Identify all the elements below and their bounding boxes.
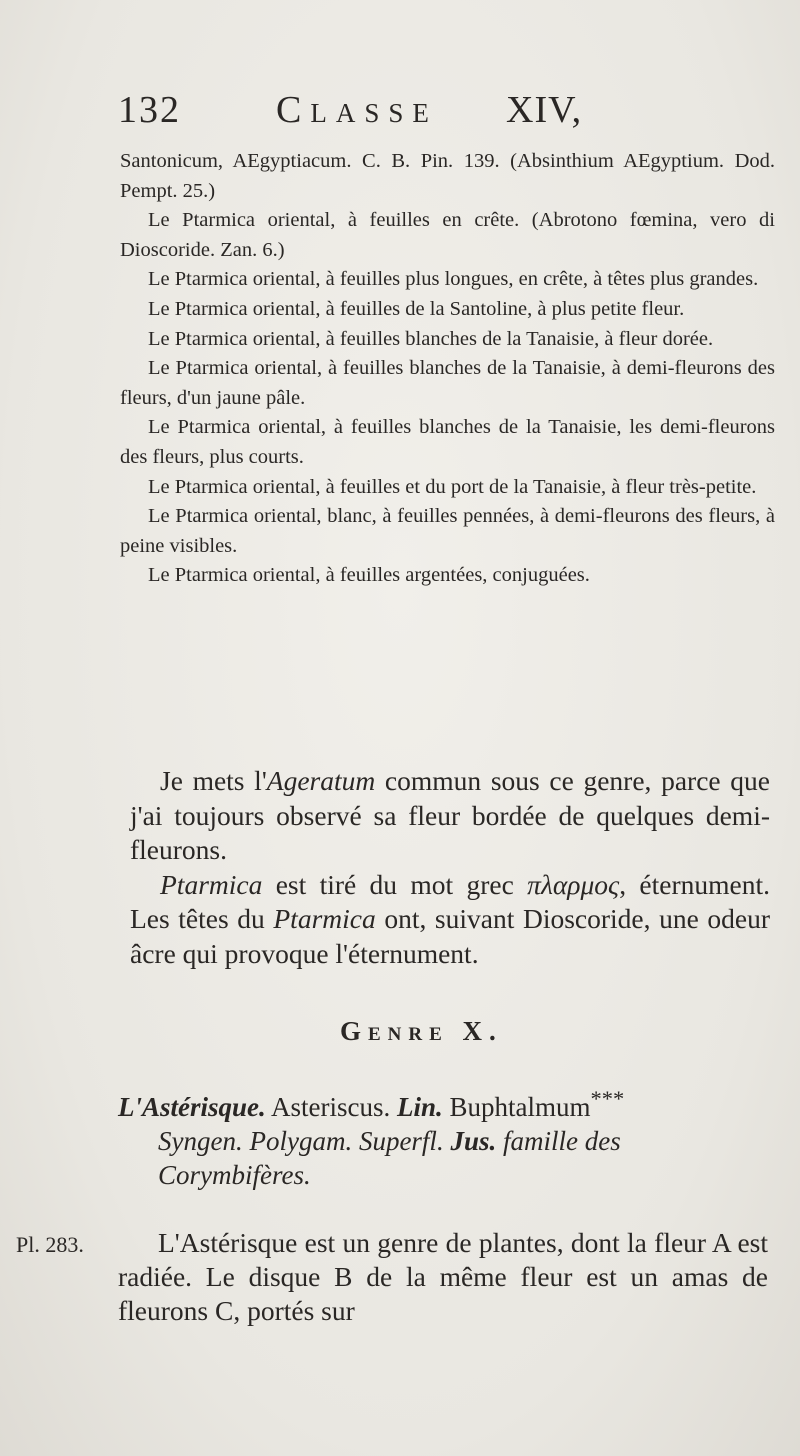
etymology-text: ont, suivant Dioscoride, une odeur âcre qui provoque l'éternument. <box>130 903 770 969</box>
page-number: 132 <box>118 89 181 131</box>
species-line: Le Ptarmica oriental, à feuilles plus longues, en crête, à têtes plus grandes. <box>148 268 759 291</box>
remark-text: Je mets l' <box>160 765 267 796</box>
description-paragraph: L'Astérisque est un genre de plantes, dont la fleur A est radiée. Le disque B de la même fleur est un amas de fleurons C, portés sur <box>118 1227 768 1326</box>
species-list <box>120 147 775 591</box>
linnaeus-ref: Lin. <box>397 1092 443 1122</box>
etymology-text: , éternument. Les têtes du <box>130 868 770 934</box>
species-line: Le Ptarmica oriental, blanc, à feuilles pennées, à demi-fleurons des fleurs, à peine visibles. <box>120 505 775 557</box>
genus-description <box>118 1226 768 1328</box>
etymology-text: est tiré du mot grec <box>262 868 528 900</box>
classification: Syngen. Polygam. Superfl. <box>158 1126 444 1156</box>
stars-mark: *** <box>590 1086 625 1111</box>
species-line: Santonicum, AEgyptiacum. C. B. Pin. 139. (Absinthium AEgyptium. Dod. Pempt. 25.) <box>120 150 775 202</box>
remark-text: commun sous ce genre, parce que j'ai toujours observé sa fleur bordée de quelques demi-fleurons. <box>130 765 770 865</box>
etymology-paragraph <box>130 868 770 972</box>
latin-name: Asteriscus. <box>265 1092 398 1122</box>
jussieu-ref: Jus. <box>443 1126 497 1156</box>
class-number: XIV, <box>506 89 583 131</box>
species-line: Le Ptarmica oriental, à feuilles argentées, conjuguées. <box>148 564 590 587</box>
entry-line <box>118 1124 768 1158</box>
remark-block <box>130 764 770 971</box>
entry-line <box>118 1158 768 1192</box>
family-label: famille des <box>496 1126 621 1156</box>
species-line: Le Ptarmica oriental, à feuilles blanches de la Tanaisie, à fleur dorée. <box>148 327 714 350</box>
genre-heading: Genre X. <box>340 1016 503 1046</box>
species-line: Le Ptarmica oriental, à feuilles de la Santoline, à plus petite fleur. <box>148 297 685 320</box>
etymology-italic: Ptarmica <box>160 868 263 900</box>
synonym: Buphtalmum <box>442 1092 591 1122</box>
genus-name: L'Astérisque. <box>118 1092 266 1122</box>
family-name: Corymbifères. <box>158 1160 311 1190</box>
entry-line <box>118 1082 768 1124</box>
etymology-italic: Ptarmica <box>273 903 376 934</box>
species-line: Le Ptarmica oriental, à feuilles blanches de la Tanaisie, à demi-fleurons des fleurs, d'un jaune pâle. <box>120 357 775 409</box>
species-line: Le Ptarmica oriental, à feuilles et du port de la Tanaisie, à fleur très-petite. <box>148 475 757 498</box>
species-line: Le Ptarmica oriental, à feuilles en crête. (Abrotono fœmina, vero di Dioscoride. Zan. 6.) <box>120 209 775 261</box>
plate-reference: Pl. 283. <box>16 1232 84 1257</box>
page-header <box>118 88 638 138</box>
greek-word: πλαρμος <box>527 868 620 900</box>
genus-entry <box>118 1082 768 1192</box>
remark-italic: Ageratum <box>266 765 376 796</box>
species-line: Le Ptarmica oriental, à feuilles blanches de la Tanaisie, les demi-fleurons des fleurs, plus courts. <box>120 416 775 468</box>
running-head: Classe <box>276 89 438 131</box>
remark-paragraph <box>130 764 770 868</box>
